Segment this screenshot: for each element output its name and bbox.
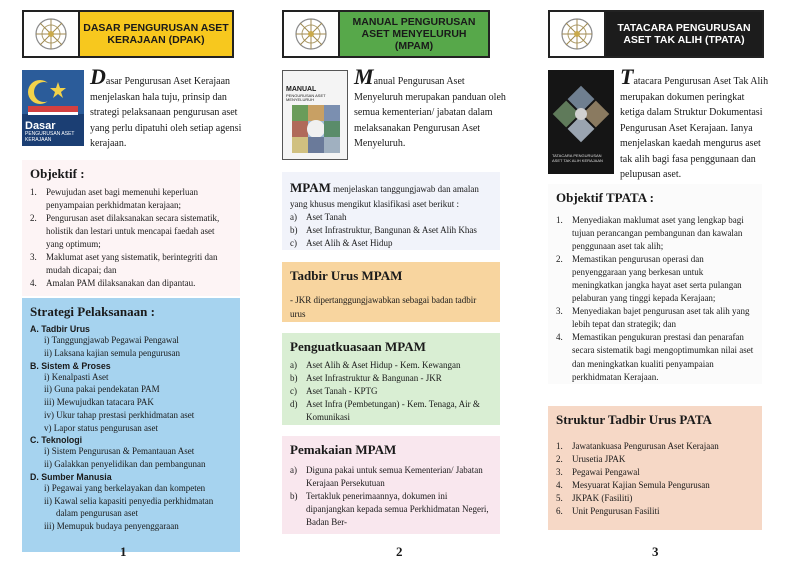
list-item: b) Tertakluk penerimaannya, dokumen ini dipanjangkan kepada semua Perkhidmatan Negeri, Badan Ber- bbox=[290, 491, 489, 528]
intro-mpam bbox=[282, 64, 506, 160]
page-number: 3 bbox=[652, 544, 659, 559]
pemakaian-box bbox=[282, 436, 500, 534]
list-item: b) Aset Infrastruktur & Bangunan - JKR bbox=[290, 373, 442, 384]
intro-dropcap: T bbox=[620, 64, 634, 89]
mpam-lead: MPAM menjelaskan tanggungjawab dan amalan yang khusus mengikut klasifikasi aset berikut : bbox=[290, 180, 479, 209]
page-number: 1 bbox=[120, 544, 127, 559]
intro-text: anual Pengurusan Aset Menyeluruh merupakan panduan oleh semua kementerian/ jabatan dalam melaksanakan Pengurusan Aset Menyeluruh. bbox=[354, 76, 506, 149]
mpam-heading: MPAM bbox=[290, 180, 331, 195]
cover-image-icon bbox=[22, 70, 84, 146]
list-item: 2. Pengurusan aset dilaksanakan secara sistematik, holistik dan lestari untuk mencapai faedah aset yang optimum; bbox=[30, 213, 220, 250]
penguatkuasaan-list bbox=[290, 359, 492, 424]
list-item: a) Diguna pakai untuk semua Kementerian/ Jabatan Kerajaan Persekutuan bbox=[290, 465, 483, 489]
intro-dropcap: D bbox=[90, 64, 106, 89]
list-item: a) Aset Alih & Aset Hidup - Kem. Kewangan bbox=[290, 360, 461, 370]
section-label: B. Sistem & Proses bbox=[30, 360, 111, 371]
intro-tpata bbox=[548, 64, 770, 183]
cover-title: MANUAL bbox=[286, 86, 317, 93]
header-title: DASAR PENGURUSAN ASET KERAJAAN (DPAK) bbox=[80, 12, 232, 56]
section-label: A. Tadbir Urus bbox=[30, 324, 90, 334]
list-item: 6. Unit Pengurusan Fasiliti bbox=[556, 506, 660, 517]
struktur-heading: Struktur Tadbir Urus PATA bbox=[556, 412, 712, 427]
objektif-box bbox=[22, 160, 240, 296]
objektif-heading: Objektif TPATA : bbox=[556, 190, 654, 205]
header-title: MANUAL PENGURUSAN ASET MENYELURUH (MPAM) bbox=[340, 12, 488, 56]
list-item: 5. JKPAK (Fasiliti) bbox=[556, 493, 633, 504]
government-emblem-icon bbox=[550, 12, 606, 56]
list-item: 3. Pegawai Pengawal bbox=[556, 467, 640, 478]
objektif-list bbox=[30, 186, 232, 290]
penguatkuasaan-box bbox=[282, 333, 500, 425]
objektif-heading: Objektif : bbox=[30, 166, 85, 181]
government-emblem-icon bbox=[24, 12, 80, 56]
list-item: 4. Memastikan pengukuran prestasi dan penarafan secara sistematik bagi mengoptimumkan nilai aset dan meningkatkan kualiti penyampaian perkhidmatan Kerajaan. bbox=[556, 332, 754, 382]
list-item: 2. Memastikan pengurusan operasi dan penyenggaraan yang berkesan untuk meningkatkan jangka hayat aset serta pulangan pelaburan yang tinggi kepada Kerajaan; bbox=[556, 254, 742, 304]
list-item: v) Lapor status pengurusan aset bbox=[44, 422, 158, 433]
mpam-list bbox=[290, 211, 492, 250]
header-mpam bbox=[282, 10, 490, 58]
list-item: b) Aset Infrastruktur, Bangunan & Aset Alih Khas bbox=[290, 225, 477, 236]
list-item: dalam pengurusan aset bbox=[56, 508, 138, 519]
list-item: iv) Ukur tahap prestasi perkhidmatan aset bbox=[44, 409, 195, 420]
list-item: 1. Pewujudan aset bagi memenuhi keperluan penyampaian perkhidmatan kerajaan; bbox=[30, 187, 198, 211]
intro-dpak bbox=[22, 64, 252, 152]
list-item: i) Pegawai yang berkelayakan dan kompeten bbox=[44, 482, 206, 493]
penguatkuasaan-heading: Penguatkuasaan MPAM bbox=[290, 339, 426, 354]
panel-tpata bbox=[548, 0, 798, 566]
government-emblem-icon bbox=[284, 12, 340, 56]
cover-subtitle: PENGURUSAN ASET MENYELURUH bbox=[286, 93, 326, 103]
strategi-box bbox=[22, 298, 240, 552]
list-item: i) Tanggungjawab Pegawai Pengawal bbox=[44, 335, 179, 345]
section-label: D. Sumber Manusia bbox=[30, 471, 112, 482]
list-item: c) Aset Alih & Aset Hidup bbox=[290, 238, 393, 249]
pemakaian-heading: Pemakaian MPAM bbox=[290, 442, 397, 457]
list-item: i) Sistem Pengurusan & Pemantauan Aset bbox=[44, 446, 195, 457]
objektif-box bbox=[548, 184, 762, 384]
list-item: a) Aset Tanah bbox=[290, 212, 347, 222]
cover-title: Dasar bbox=[25, 120, 56, 132]
header-dpak bbox=[22, 10, 234, 58]
cover-image-icon bbox=[548, 70, 614, 174]
list-item: c) Aset Tanah - KPTG bbox=[290, 386, 378, 397]
list-item: d) Aset Infra (Pembetungan) - Kem. Tenaga, Air & Komunikasi bbox=[290, 399, 480, 423]
list-item: 1. Menyediakan maklumat aset yang lengkap bagi tujuan perancangan pembangunan dan kawalan penggunaan aset tak alih; bbox=[556, 215, 744, 252]
list-item: ii) Laksana kajian semula pengurusan bbox=[44, 347, 180, 358]
panel-mpam bbox=[282, 0, 532, 566]
section-label: C. Teknologi bbox=[30, 435, 83, 446]
tadbir-heading: Tadbir Urus MPAM bbox=[290, 268, 403, 283]
list-item: 3. Maklumat aset yang sistematik, berintegriti dan mudah dicapai; dan bbox=[30, 252, 218, 276]
cover-subtitle: PENGURUSAN ASET KERAJAAN bbox=[25, 131, 75, 143]
cover-caption: TATACARA PENGURUSAN ASET TAK ALIH KERAJAAN bbox=[552, 153, 603, 163]
struktur-list bbox=[556, 440, 754, 518]
struktur-box bbox=[548, 406, 762, 530]
panel-dpak bbox=[22, 0, 272, 566]
list-item: 4. Amalan PAM dilaksanakan dan dipantau. bbox=[30, 278, 196, 289]
list-item: iii) Mewujudkan tatacara PAK bbox=[44, 397, 154, 408]
header-tpata bbox=[548, 10, 764, 58]
pemakaian-list bbox=[290, 464, 492, 529]
tadbir-text: - JKR dipertanggungjawabkan sebagai badan tadbir urus bbox=[290, 295, 477, 319]
list-item: 3. Menyediakan bajet pengurusan aset tak alih yang lebih tepat dan strategik; dan bbox=[556, 306, 750, 330]
list-item: 2. Urusetia JPAK bbox=[556, 454, 626, 465]
header-title: TATACARA PENGURUSAN ASET TAK ALIH (TPATA) bbox=[606, 12, 762, 56]
list-item: ii) Kawal selia kapasiti penyedia perkhidmatan bbox=[44, 495, 214, 506]
intro-text: atacara Pengurusan Aset Tak Alih merupakan dokumen peringkat ketiga dalam Struktur Dokumentasi Pengurusan Aset Kerajaan. Ianya menjelaskan kaedah mengurus aset tak alih bagi fasa penggunaan dan pelupusan aset. bbox=[620, 76, 769, 180]
list-item: iii) Memupuk budaya penyenggaraan bbox=[44, 521, 179, 532]
list-item: ii) Galakkan penyelidikan dan pembangunan bbox=[44, 459, 206, 470]
mpam-box bbox=[282, 172, 500, 250]
intro-text: asar Pengurusan Aset Kerajaan menjelaskan hala tuju, prinsip dan strategi pelaksanaan pengurusan aset yang perlu dipatuhi oleh setiap agensi kerajaan. bbox=[90, 76, 242, 149]
list-item: 1. Jawatankuasa Pengurusan Aset Kerajaan bbox=[556, 441, 719, 451]
tadbir-box bbox=[282, 262, 500, 322]
cover-image-icon bbox=[282, 70, 348, 160]
intro-dropcap: M bbox=[354, 64, 374, 89]
objektif-list bbox=[556, 214, 754, 384]
page-number: 2 bbox=[396, 544, 403, 559]
strategi-heading: Strategi Pelaksanaan : bbox=[30, 304, 155, 319]
list-item: ii) Guna pakai pendekatan PAM bbox=[44, 384, 160, 395]
list-item: i) Kenalpasti Aset bbox=[44, 371, 109, 382]
list-item: 4. Mesyuarat Kajian Semula Pengurusan bbox=[556, 480, 710, 491]
